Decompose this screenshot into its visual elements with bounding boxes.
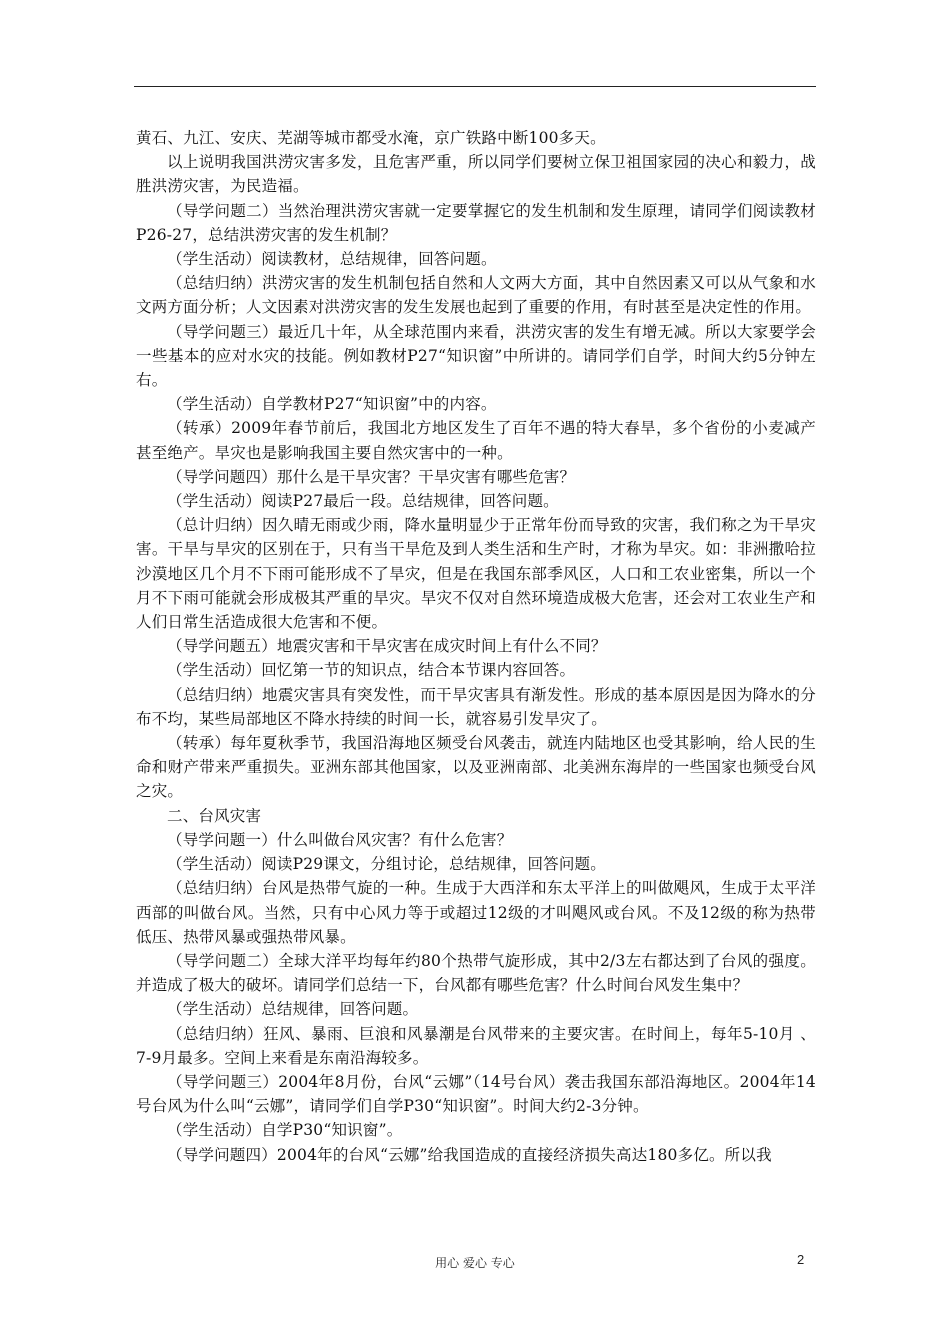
paragraph: （导学问题一）什么叫做台风灾害？有什么危害？ — [167, 830, 513, 849]
paragraph: （导学问题四）那什么是干旱灾害？干旱灾害有哪些危害？ — [167, 467, 576, 486]
paragraph: （导学问题二）全球大洋平均每年约80个热带气旋形成，其中2/3左右都达到了台风的强度。并造成了极大的破坏。请同学们总结一下，台风都有哪些危害？什么时间台风发生集中？ — [136, 951, 816, 995]
paragraph: （学生活动）总结规律，回答问题。 — [167, 1000, 419, 1019]
paragraph: （总计归纳）因久晴无雨或少雨，降水量明显少于正常年份而导致的灾害，我们称之为干旱灾害。干旱与旱灾的区别在于，只有当干旱危及到人类生活和生产时，才称为旱灾。如：非洲撒哈拉沙漠地区几个月不下雨可能形成不了旱灾，但是在我国东部季风区，人口和工农业密集，所以一个月不下雨可能就会形成极其严重的旱灾。旱灾不仅对自然环境造成极大危害，还会对工农业生产和人们日常生活造成很大危害和不便。 — [136, 516, 816, 632]
header-rule — [134, 86, 816, 87]
paragraph: （导学问题四）2004年的台风“云娜”给我国造成的直接经济损失高达180多亿。所以我 — [167, 1145, 772, 1164]
paragraph: （学生活动）阅读P29课文，分组讨论，总结规律，回答问题。 — [167, 855, 606, 874]
paragraph: （学生活动）阅读P27最后一段。总结规律，回答问题。 — [167, 492, 559, 511]
paragraph: （学生活动）回忆第一节的知识点，结合本节课内容回答。 — [167, 661, 576, 680]
paragraph: （导学问题五）地震灾害和干旱灾害在成灾时间上有什么不同？ — [167, 637, 607, 656]
paragraph: 以上说明我国洪涝灾害多发，且危害严重，所以同学们要树立保卫祖国家园的决心和毅力，战胜洪涝灾害，为民造福。 — [136, 153, 816, 196]
paragraph: （导学问题三）2004年8月份，台风“云娜”（14号台风）袭击我国东部沿海地区。2004年14号台风为什么叫“云娜”，请同学们自学P30“知识窗”。时间大约2-3分钟。 — [136, 1072, 816, 1116]
page-number: 2 — [797, 1252, 805, 1267]
paragraph: （导学问题二）当然治理洪涝灾害就一定要掌握它的发生机制和发生原理，请同学们阅读教材P26-27，总结洪涝灾害的发生机制？ — [136, 201, 816, 244]
document-body — [136, 126, 816, 1167]
paragraph: （导学问题三）最近几十年，从全球范围内来看，洪涝灾害的发生有增无减。所以大家要学会一些基本的应对水灾的技能。例如教材P27“知识窗”中所讲的。请同学们自学，时间大约5分钟左右。 — [136, 322, 816, 390]
paragraph: （转承）2009年春节前后，我国北方地区发生了百年不遇的特大春旱，多个省份的小麦减产甚至绝产。旱灾也是影响我国主要自然灾害中的一种。 — [136, 419, 816, 462]
paragraph: 黄石、九江、安庆、芜湖等城市都受水淹，京广铁路中断100多天。 — [136, 129, 606, 147]
paragraph: （总结归纳）台风是热带气旋的一种。生成于大西洋和东太平洋上的叫做飓风，生成于太平洋西部的叫做台风。当然，只有中心风力等于或超过12级的才叫飓风或台风。不及12级的称为热带低压、热带风暴或强热带风暴。 — [136, 879, 816, 946]
paragraph: 二、台风灾害 — [167, 806, 262, 825]
paragraph: （学生活动）自学教材P27“知识窗”中的内容。 — [167, 395, 497, 414]
paragraph: （学生活动）阅读教材，总结规律，回答问题。 — [167, 250, 497, 269]
paragraph: （总结归纳）地震灾害具有突发性，而干旱灾害具有渐发性。形成的基本原因是因为降水的分布不均，某些局部地区不降水持续的时间一长，就容易引发旱灾了。 — [136, 685, 816, 728]
footer-slogan: 用心 爱心 专心 — [435, 1256, 515, 1270]
paragraph: （总结归纳）狂风、暴雨、巨浪和风暴潮是台风带来的主要灾害。在时间上，每年5-10月 、7-9月最多。空间上来看是东南沿海较多。 — [136, 1024, 816, 1067]
paragraph: （转承）每年夏秋季节，我国沿海地区频受台风袭击，就连内陆地区也受其影响，给人民的生命和财产带来严重损失。亚洲东部其他国家，以及亚洲南部、北美洲东海岸的一些国家也频受台风之灾。 — [136, 734, 816, 801]
paragraph: （学生活动）自学P30“知识窗”。 — [167, 1121, 403, 1140]
paragraph: （总结归纳）洪涝灾害的发生机制包括自然和人文两大方面，其中自然因素又可以从气象和水文两方面分析；人文因素对洪涝灾害的发生发展也起到了重要的作用，有时甚至是决定性的作用。 — [136, 274, 816, 317]
